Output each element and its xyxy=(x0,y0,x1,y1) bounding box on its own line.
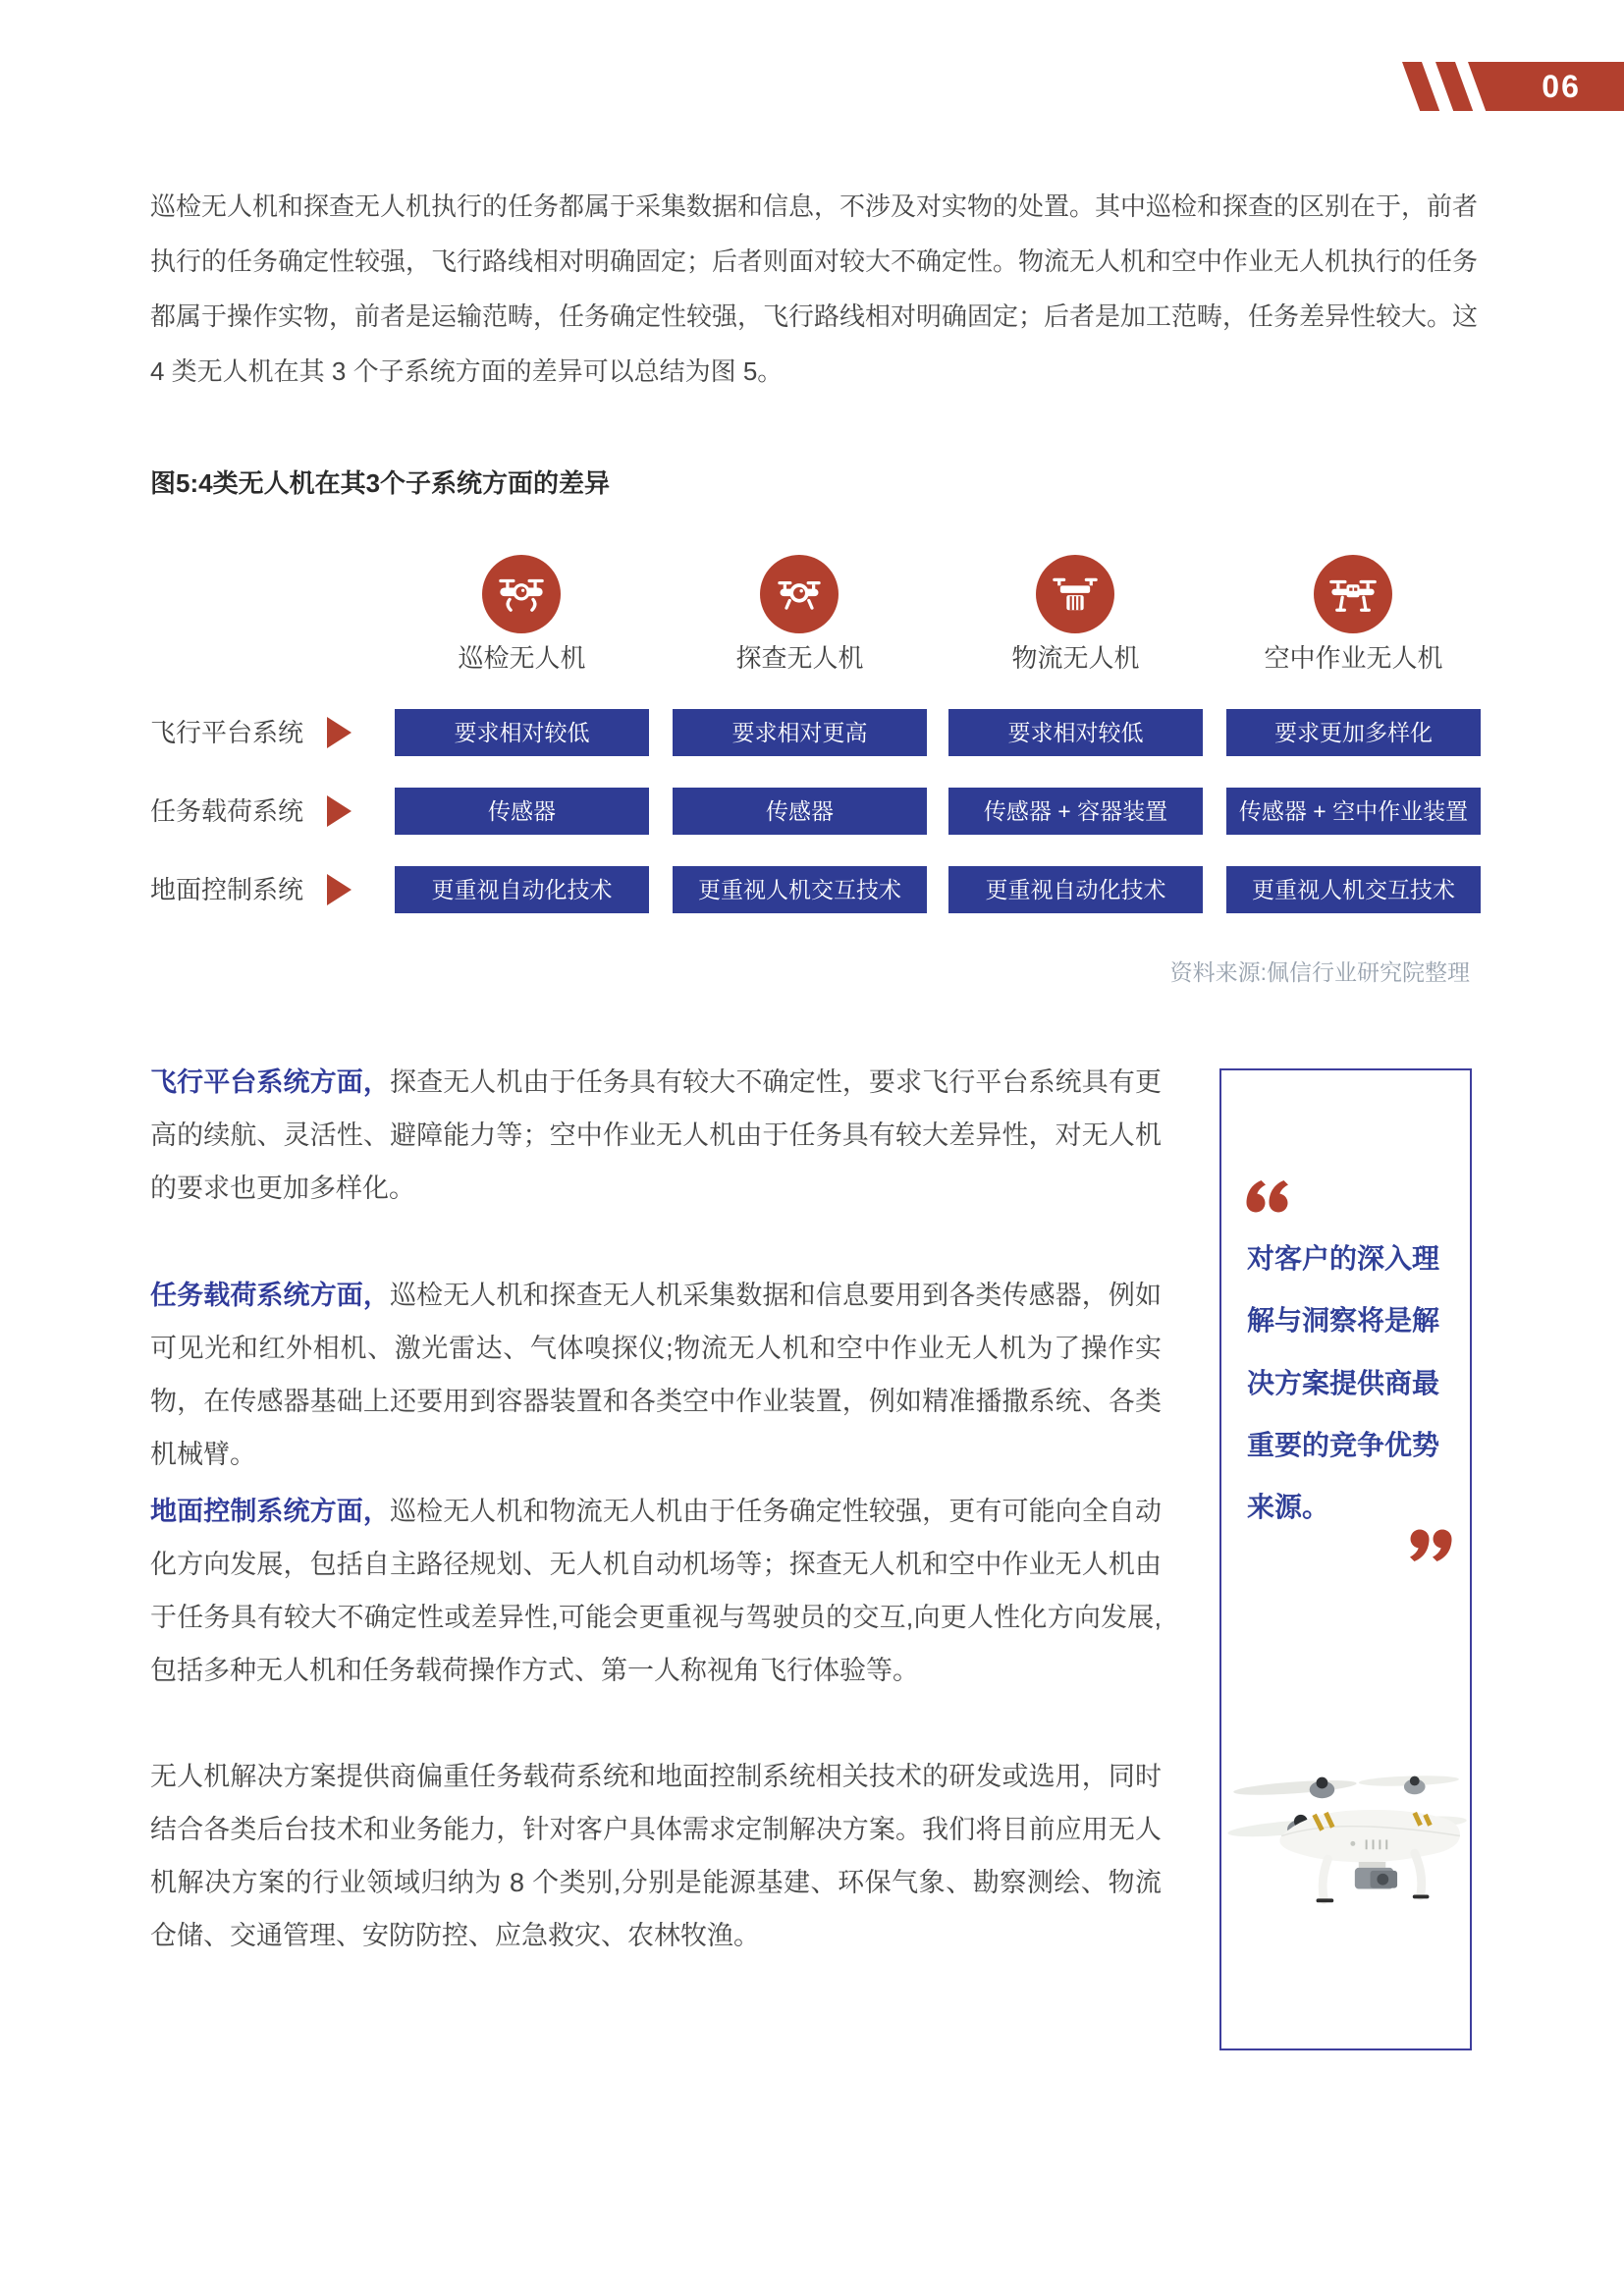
inspection-drone-icon xyxy=(482,555,561,633)
pull-quote-box xyxy=(1219,1068,1472,2050)
figure-source: 资料来源:佩信行业研究院整理 xyxy=(1169,959,1470,985)
aerial-work-drone-icon xyxy=(1314,555,1392,633)
figure-cell: 更重视自动化技术 xyxy=(395,866,649,913)
column-label: 空中作业无人机 xyxy=(1264,643,1443,673)
figure-cell: 传感器 + 容器装置 xyxy=(948,788,1203,835)
paragraph-text: 无人机解决方案提供商偏重任务载荷系统和地面控制系统相关技术的研发或选用，同时结合各类后台技术和业务能力，针对客户具体需求定制解决方案。我们将目前应用无人机解决方案的行业领域归纳为 8 个类别,分别是能源基建、环保气象、勘察测绘、物流仓储、交通管理、安防防控、应急救灾、农林牧渔。 xyxy=(150,1762,1162,1950)
figure-cell: 要求更加多样化 xyxy=(1226,709,1481,756)
paragraph-text: 巡检无人机和探查无人机采集数据和信息要用到各类传感器，例如可见光和红外相机、激光雷达、气体嗅探仪;物流无人机和空中作业无人机为了操作实物，在传感器基础上还要用到容器装置和各类空中作业装置，例如精准播撒系统、各类机械臂。 xyxy=(150,1281,1163,1469)
figure-cell: 传感器 xyxy=(395,788,649,835)
figure-cell: 传感器 xyxy=(673,788,927,835)
page-number: 06 xyxy=(1542,69,1581,104)
arrow-right-icon xyxy=(327,795,352,827)
row-label: 任务载荷系统 xyxy=(150,796,304,826)
paragraph-flight-platform xyxy=(150,1056,1162,1215)
quote-line: 来源。 xyxy=(1247,1492,1330,1522)
paragraph-lead: 飞行平台系统方面， xyxy=(150,1067,390,1097)
paragraph-ground-control xyxy=(150,1485,1162,1697)
survey-drone-icon xyxy=(760,555,839,633)
open-quote-icon xyxy=(1245,1180,1290,1214)
paragraph-solution-providers xyxy=(150,1750,1162,1962)
quote-line: 对客户的深入理 xyxy=(1247,1243,1440,1274)
column-label: 巡检无人机 xyxy=(458,643,586,673)
arrow-right-icon xyxy=(327,874,352,905)
figure-cell: 要求相对更高 xyxy=(673,709,927,756)
figure-cell: 更重视自动化技术 xyxy=(948,866,1203,913)
figure-cell: 要求相对较低 xyxy=(948,709,1203,756)
column-label: 探查无人机 xyxy=(735,643,864,673)
figure-cell: 要求相对较低 xyxy=(395,709,649,756)
paragraph-mission-payload xyxy=(150,1269,1162,1481)
logistics-drone-icon xyxy=(1036,555,1114,633)
header-slash-decoration xyxy=(1435,62,1473,111)
figure-title: 图5:4类无人机在其3个子系统方面的差异 xyxy=(150,468,611,498)
figure-cell: 更重视人机交互技术 xyxy=(1226,866,1481,913)
quote-line: 解与洞察将是解 xyxy=(1247,1305,1440,1336)
figure-cell: 传感器 + 空中作业装置 xyxy=(1226,788,1481,835)
quote-line: 重要的竞争优势 xyxy=(1247,1430,1440,1460)
paragraph-lead: 地面控制系统方面， xyxy=(150,1497,390,1526)
paragraph-text: 巡检无人机和物流无人机由于任务确定性较强，更有可能向全自动化方向发展，包括自主路径规划、无人机自动机场等；探查无人机和空中作业无人机由于任务具有较大不确定性或差异性,可能会更重视与驾驶员的交互,向更人性化方向发展,包括多种无人机和任务载荷操作方式、第一人称视角飞行体验等。 xyxy=(150,1497,1163,1685)
arrow-right-icon xyxy=(327,717,352,748)
row-label: 飞行平台系统 xyxy=(150,718,304,747)
page-number-badge xyxy=(1468,62,1624,111)
paragraph-lead: 任务载荷系统方面， xyxy=(150,1281,390,1310)
quote-line: 决方案提供商最 xyxy=(1247,1368,1440,1398)
header-slash-decoration xyxy=(1402,62,1439,111)
drone-photo xyxy=(1223,1755,1469,1919)
close-quote-icon xyxy=(1408,1528,1453,1561)
paragraph-text: 探查无人机由于任务具有较大不确定性，要求飞行平台系统具有更高的续航、灵活性、避障能力等；空中作业无人机由于任务具有较大差异性，对无人机的要求也更加多样化。 xyxy=(150,1067,1163,1203)
figure-cell: 更重视人机交互技术 xyxy=(673,866,927,913)
column-label: 物流无人机 xyxy=(1011,643,1140,673)
row-label: 地面控制系统 xyxy=(150,875,304,904)
intro-paragraph: 巡检无人机和探查无人机执行的任务都属于采集数据和信息，不涉及对实物的处置。其中巡检和探查的区别在于，前者执行的任务确定性较强，飞行路线相对明确固定；后者则面对较大不确定性。物流无人机和空中作业无人机执行的任务都属于操作实物，前者是运输范畴，任务确定性较强，飞行路线相对明确固定；后者是加工范畴，任务差异性较大。这 4 类无人机在其 3 个子系统方面的差异可以总结为图 5。 xyxy=(150,191,1479,386)
